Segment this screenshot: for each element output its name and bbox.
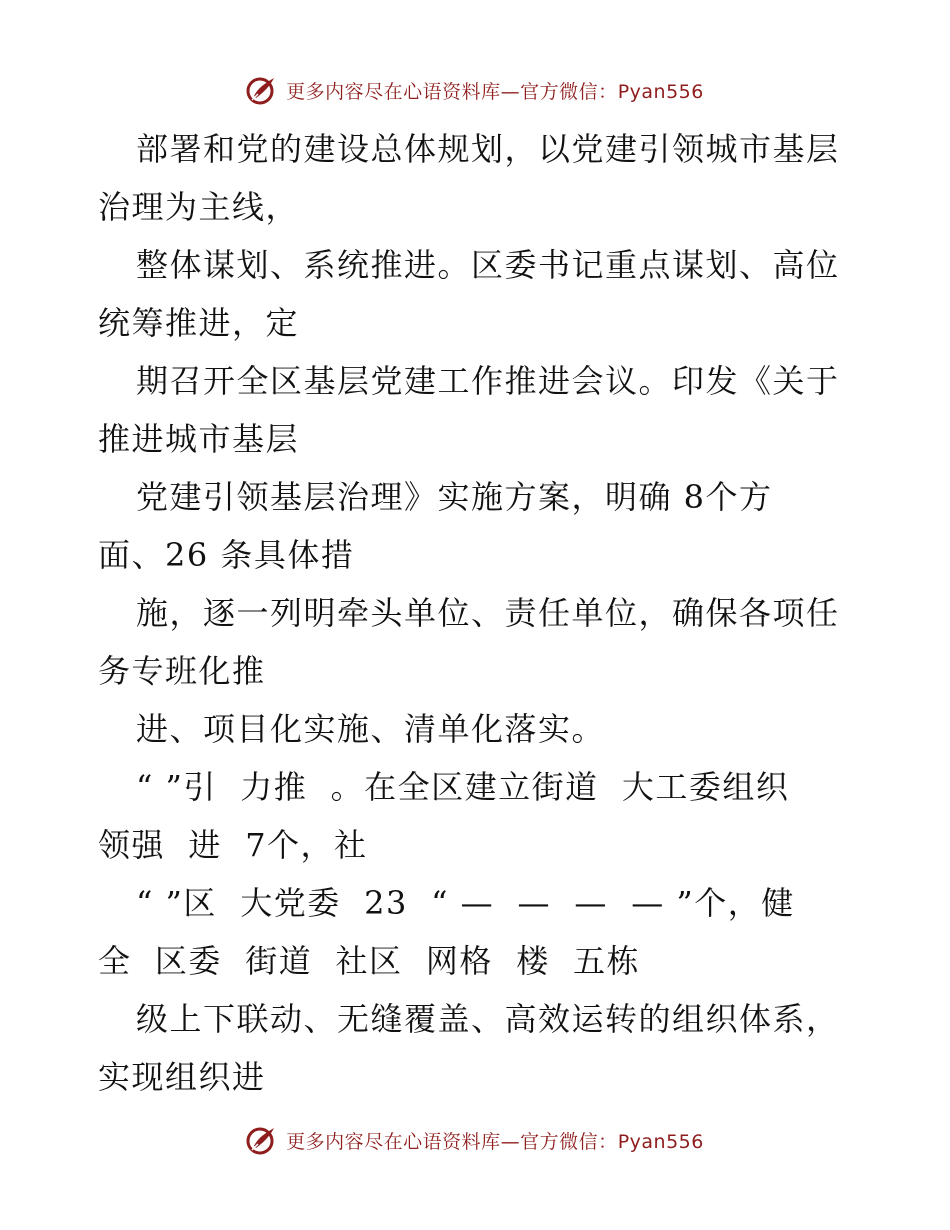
text-line: 党建引领基层治理》实施方案，明确 8个方: [136, 478, 773, 516]
banner-dash: —: [500, 1130, 521, 1153]
footer-banner: [0, 1120, 950, 1160]
banner-dash: —: [500, 80, 521, 103]
text-line: 实现组织进: [98, 1058, 266, 1096]
text-line: “ ”引 力推 。在全区建立街道 大工委组织: [136, 768, 790, 806]
header-banner: [0, 70, 950, 110]
text-line: “ ”区 大党委 23 “ — — — — ”个，健: [136, 884, 795, 922]
text-line: 施，逐一列明牵头单位、责任单位，确保各项任: [136, 594, 840, 632]
text-line: 务专班化推: [98, 652, 266, 690]
text-line: 领强 进 7个，社: [98, 826, 368, 864]
text-line: 期召开全区基层党建工作推进会议。印发《关于: [136, 362, 840, 400]
body-text: [98, 120, 858, 1106]
text-line: 面、26 条具体措: [98, 536, 355, 574]
banner-wechat-label: 官方微信：: [520, 80, 618, 103]
text-line: 整体谋划、系统推进。区委书记重点谋划、高位: [136, 246, 840, 284]
text-line: 推进城市基层: [98, 420, 300, 458]
text-line: 部署和党的建设总体规划，以党建引领城市基层: [136, 130, 840, 168]
quill-logo-icon: [246, 74, 278, 106]
text-line: 治理为主线，: [98, 188, 300, 226]
text-line: 全 区委 街道 社区 网格 楼 五栋: [98, 942, 641, 980]
banner-text: [286, 1127, 704, 1154]
quill-logo-icon: [246, 1124, 278, 1156]
text-line: 级上下联动、无缝覆盖、高效运转的组织体系，: [136, 1000, 840, 1038]
text-line: 统筹推进，定: [98, 304, 300, 342]
banner-wechat-label: 官方微信：: [520, 1130, 618, 1153]
banner-main: 更多内容尽在心语资料库: [286, 1130, 501, 1153]
text-line: 进、项目化实施、清单化落实。: [136, 710, 606, 748]
banner-main: 更多内容尽在心语资料库: [286, 80, 501, 103]
banner-wechat-id: Pyan556: [617, 80, 704, 103]
banner-text: [286, 77, 704, 104]
banner-wechat-id: Pyan556: [617, 1130, 704, 1153]
